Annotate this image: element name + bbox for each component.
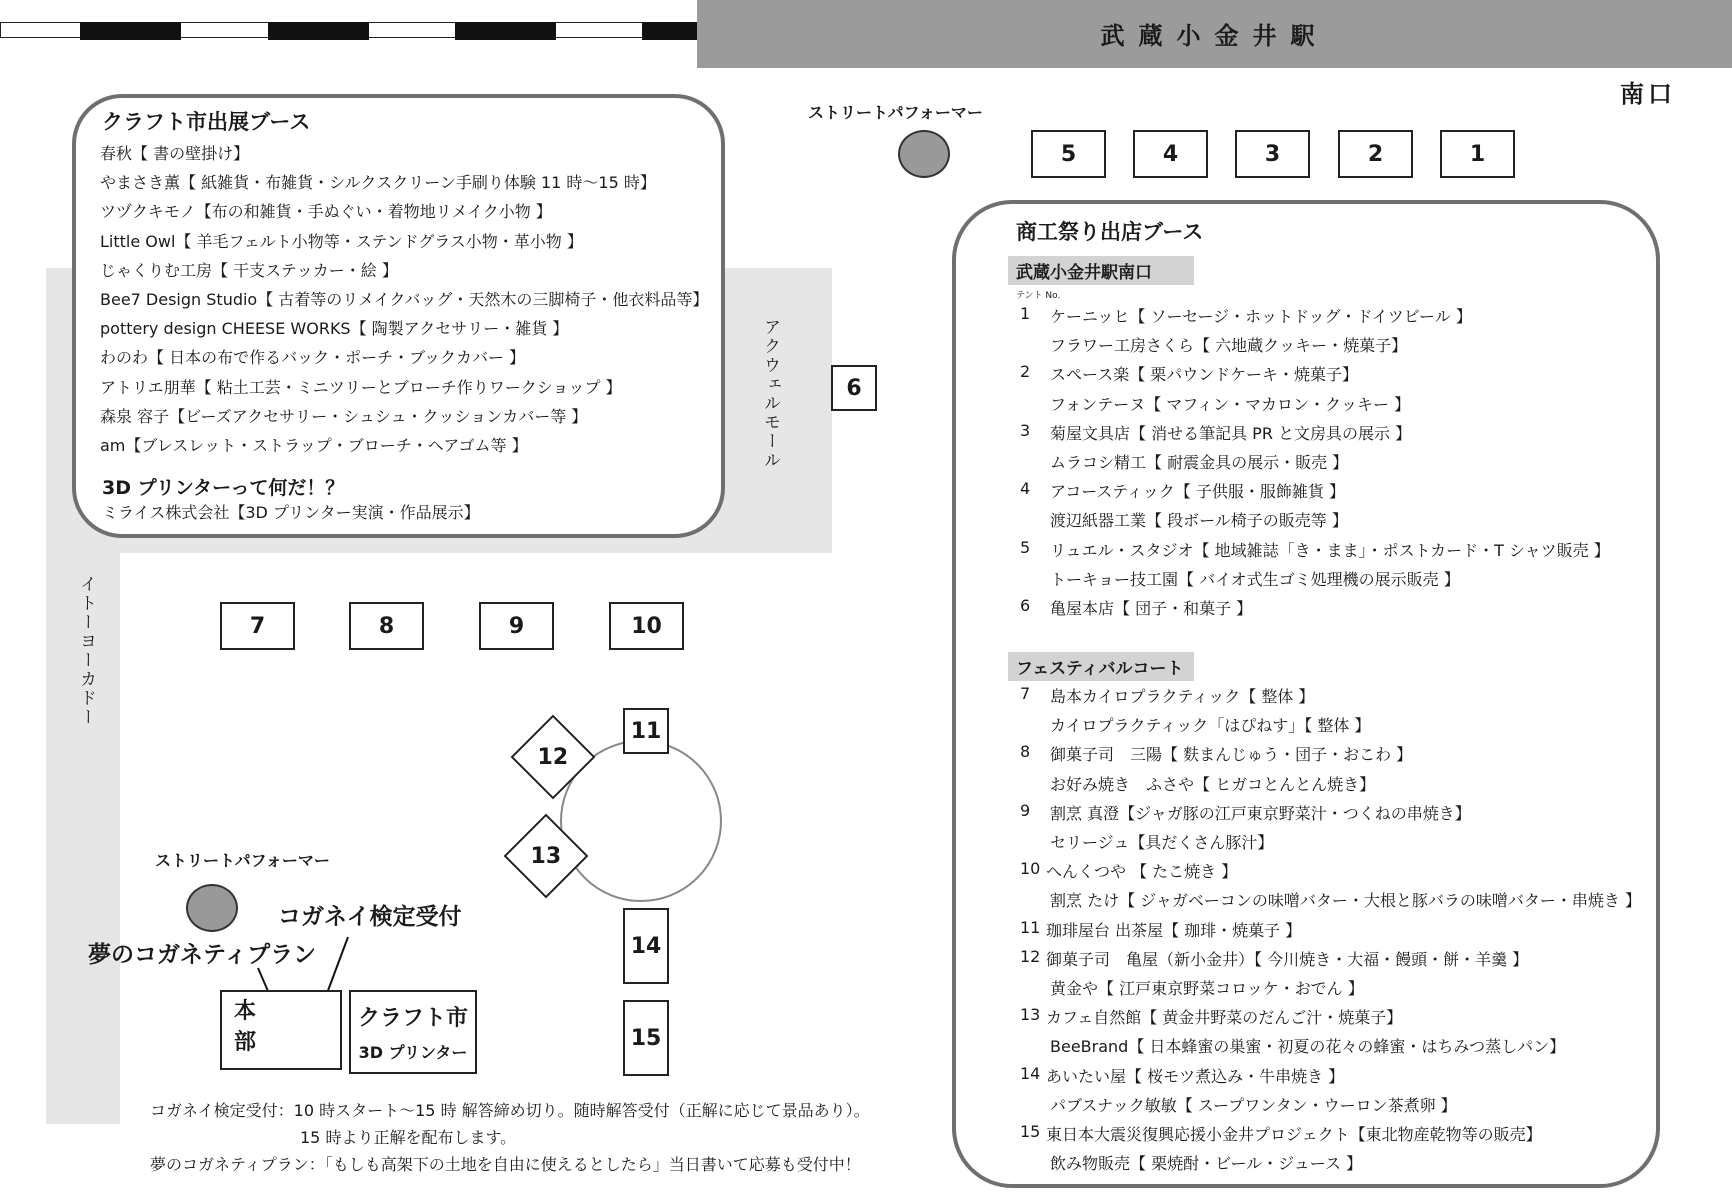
printer-box-label: 3D プリンター	[358, 1043, 468, 1062]
tent-number: 15	[1020, 1122, 1041, 1141]
craft-item: ツヅクキモノ【布の和雑貨・手ぬぐい・着物地リメイク小物 】	[100, 202, 552, 222]
tent-number: 10	[1020, 859, 1041, 879]
shop-entry: へんくつや 【 たこ焼き 】	[1046, 862, 1238, 882]
booth-3: 3	[1235, 130, 1310, 178]
craft-item: アトリエ朋華【 粘土工芸・ミニツリーとブローチ作りワークショップ 】	[100, 377, 622, 397]
booth-7: 7	[220, 602, 295, 650]
booth-11: 11	[623, 708, 669, 754]
shop-entry: 渡辺紙器工業【 段ボール椅子の販売等 】	[1050, 511, 1348, 531]
booth-14: 14	[623, 908, 669, 984]
note-3: 夢のコガネティプラン：「もしも高架下の土地を自由に使えるとしたら」当日書いて応募も受付中！	[150, 1155, 861, 1174]
shop-entry: お好み焼き ふさや【 ヒガコとんとん焼き】	[1050, 774, 1376, 794]
shop-entry: リュエル・スタジオ【 地域雑誌「き・まま」・ポストカード・T シャツ販売 】	[1050, 540, 1610, 560]
shop-entry: カフェ自然館【 黄金井野菜のだんご汁・焼菓子】	[1046, 1008, 1403, 1028]
shop-entry: 島本カイロプラクティック【 整体 】	[1050, 687, 1315, 706]
shop-entry: 割烹 真澄【ジャガ豚の江戸東京野菜汁・つくねの串焼き】	[1050, 803, 1471, 823]
craft-item: 春秋【 書の壁掛け】	[100, 144, 250, 163]
craft-item: Little Owl【 羊毛フェルト小物等・ステンドグラス小物・革小物 】	[100, 231, 583, 251]
shop-entry: トーキョー技工園【 バイオ式生ゴミ処理機の展示販売 】	[1050, 569, 1460, 589]
aqua-mall-label: アクウェルモール	[760, 318, 780, 470]
booth-9: 9	[479, 602, 554, 650]
shop-entry: ムラコシ精工【 耐震金具の展示・販売 】	[1050, 453, 1349, 472]
shop-entry: 黄金や【 江戸東京野菜コロッケ・おでん 】	[1050, 979, 1364, 998]
tent-number: 12	[1020, 946, 1041, 966]
tent-number: 14	[1020, 1063, 1041, 1083]
booth-2: 2	[1338, 130, 1413, 178]
craft-item: Bee7 Design Studio【 古着等のリメイクバッグ・天然木の三脚椅子・他衣料品等】	[100, 290, 709, 309]
note-1: コガネイ検定受付：10 時スタート～15 時 解答締め切り。随時解答受付（正解に応じて景品あり）。	[150, 1101, 870, 1120]
craft-box	[349, 990, 477, 1074]
shop-entry: フラワー工房さくら【 六地蔵クッキー・焼菓子】	[1050, 336, 1408, 356]
shop-entry: 御菓子司 亀屋（新小金井）【 今川焼き・大福・饅頭・餅・羊羹 】	[1046, 949, 1529, 969]
shop-entry: セリージュ【具だくさん豚汁】	[1050, 833, 1274, 852]
street-performer-label-2: ストリートパフォーマー	[155, 851, 330, 870]
tent-number: 9	[1020, 800, 1031, 820]
craft-title: クラフト市出展ブース	[102, 110, 311, 134]
craft-item: じゃくりむ工房【 干支ステッカー・絵 】	[100, 260, 398, 280]
note-2: 15 時より正解を配布します。	[300, 1128, 517, 1147]
tent-number: 13	[1020, 1005, 1041, 1025]
honbu-box	[220, 990, 342, 1070]
booth-10: 10	[609, 602, 684, 650]
booth-6: 6	[831, 365, 877, 411]
shop-entry: 割烹 たけ【 ジャガベーコンの味噌バター・大根と豚バラの味噌バター・串焼き 】	[1050, 891, 1641, 911]
shop-entry: カイロプラクティック「はぴねす」【 整体 】	[1050, 716, 1371, 736]
shop-entry: 東日本大震災復興応援小金井プロジェクト【東北物産乾物等の販売】	[1046, 1125, 1542, 1144]
craft-box-label: クラフト市	[357, 1006, 468, 1031]
shoko-title: 商工祭り出店ブース	[1016, 220, 1204, 244]
tent-number: 3	[1020, 420, 1031, 440]
printer-title: 3D プリンターって何だ！？	[102, 477, 345, 499]
station-name: 武蔵小金井駅	[1100, 22, 1329, 50]
booth-8: 8	[349, 602, 424, 650]
craft-item: わのわ【 日本の布で作るバック・ポーチ・ブックカバー 】	[100, 348, 526, 368]
shop-entry: 珈琲屋台 出茶屋【 珈琲・焼菓子 】	[1046, 920, 1302, 940]
tent-number: 7	[1020, 684, 1031, 703]
tent-number: 11	[1020, 917, 1041, 937]
shop-entry: パブスナック敏敏【 スープワンタン・ウーロン茶煮卵 】	[1050, 1095, 1457, 1115]
shop-entry: 菊屋文具店【 消せる筆記具 PR と文房具の展示 】	[1050, 423, 1412, 443]
booth-15: 15	[623, 1000, 669, 1076]
booth-13-label: 13	[530, 843, 562, 869]
kentei-label: コガネイ検定受付	[278, 904, 462, 930]
tent-number: 4	[1020, 479, 1031, 499]
craft-item: 森泉 容子【ビーズアクセサリー・シュシュ・クッションカバー等 】	[100, 406, 588, 426]
printer-item: ミライス株式会社【3D プリンター実演・作品展示】	[102, 503, 480, 522]
shop-entry: フォンテーヌ【 マフィン・マカロン・クッキー 】	[1050, 394, 1411, 414]
shop-entry: BeeBrand【 日本蜂蜜の巣蜜・初夏の花々の蜂蜜・はちみつ蒸しパン】	[1050, 1037, 1566, 1057]
craft-item: やまさき薫【 紙雑貨・布雑貨・シルクスクリーン手刷り体験 11 時～15 時】	[100, 173, 656, 193]
south-exit-label: 南口	[1620, 80, 1676, 108]
honbu-text-1: 本	[234, 999, 257, 1024]
section-south-exit: 武蔵小金井駅南口	[1008, 256, 1194, 285]
booth-12-label: 12	[537, 744, 569, 770]
street-performer-label: ストリートパフォーマー	[808, 103, 983, 122]
tent-number: 8	[1020, 742, 1031, 762]
craft-item: pottery design CHEESE WORKS【 陶製アクセサリー・雑貨 】	[100, 319, 569, 339]
ito-yokado-label: イトーヨーカドー	[76, 575, 96, 727]
shop-entry: ケーニッヒ【 ソーセージ・ホットドッグ・ドイツビール 】	[1050, 307, 1472, 326]
tent-number: 6	[1020, 596, 1031, 615]
shop-entry: スペース楽【 栗パウンドケーキ・焼菓子】	[1050, 365, 1358, 385]
tent-number: 1	[1020, 304, 1031, 323]
craft-item: am【ブレスレット・ストラップ・ブローチ・ヘアゴム等 】	[100, 436, 528, 455]
shop-entry: 御菓子司 三陽【 麩まんじゅう・団子・おこわ 】	[1050, 745, 1413, 765]
tent-no-label: テント No.	[1016, 291, 1061, 301]
booth-5: 5	[1031, 130, 1106, 178]
shop-entry: 飲み物販売【 栗焼酎・ビール・ジュース 】	[1050, 1154, 1363, 1174]
tent-number: 5	[1020, 537, 1031, 557]
booth-1: 1	[1440, 130, 1515, 178]
shop-entry: あいたい屋【 桜モツ煮込み・牛串焼き 】	[1046, 1066, 1345, 1086]
dream-plan-label: 夢のコガネティプラン	[88, 942, 317, 968]
section-festival-court: フェスティバルコート	[1008, 652, 1194, 681]
shop-entry: アコースティック【 子供服・服飾雑貨 】	[1050, 482, 1345, 502]
shop-entry: 亀屋本店【 団子・和菓子 】	[1050, 599, 1253, 618]
tent-number: 2	[1020, 362, 1031, 382]
honbu-text-2: 部	[234, 1030, 257, 1055]
booth-4: 4	[1133, 130, 1208, 178]
